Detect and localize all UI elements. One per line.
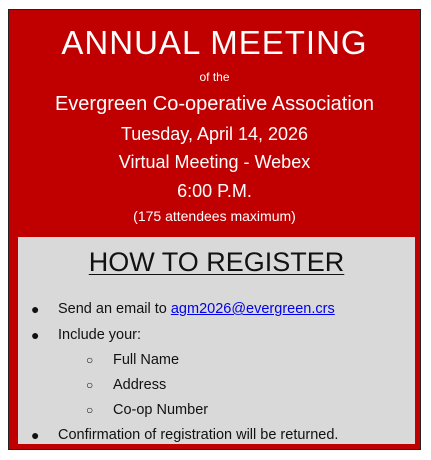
circle-bullet-icon: ○: [86, 378, 94, 392]
meeting-date: Tuesday, April 14, 2026: [120, 124, 309, 144]
field-full-name: Full Name: [113, 352, 180, 368]
circle-bullet-icon: ○: [86, 353, 94, 367]
field-address: Address: [113, 377, 167, 393]
meeting-time: 6:00 P.M.: [177, 181, 252, 201]
bullet-icon: ●: [31, 427, 40, 443]
announcement-frame: [8, 9, 421, 450]
include-instruction: Include your:: [58, 327, 142, 343]
of-the-text: of the: [199, 70, 230, 84]
association-name: Evergreen Co-operative Association: [54, 93, 375, 115]
register-heading-text: HOW TO REGISTER: [88, 247, 345, 277]
bullet-icon: ●: [31, 327, 40, 343]
bullet-icon: ●: [31, 301, 40, 317]
register-heading: [18, 246, 415, 278]
confirmation-note: Confirmation of registration will be returned.: [58, 427, 339, 443]
registration-panel: [18, 237, 415, 444]
circle-bullet-icon: ○: [86, 403, 94, 417]
meeting-venue: Virtual Meeting - Webex: [118, 152, 311, 172]
email-instruction: [58, 300, 335, 318]
meeting-title: ANNUAL MEETING: [61, 24, 368, 61]
email-prefix: Send an email to: [58, 301, 171, 317]
attendee-capacity: (175 attendees maximum): [133, 208, 296, 224]
field-coop-number: Co-op Number: [113, 402, 209, 418]
email-link[interactable]: agm2026@evergreen.crs: [170, 301, 335, 317]
